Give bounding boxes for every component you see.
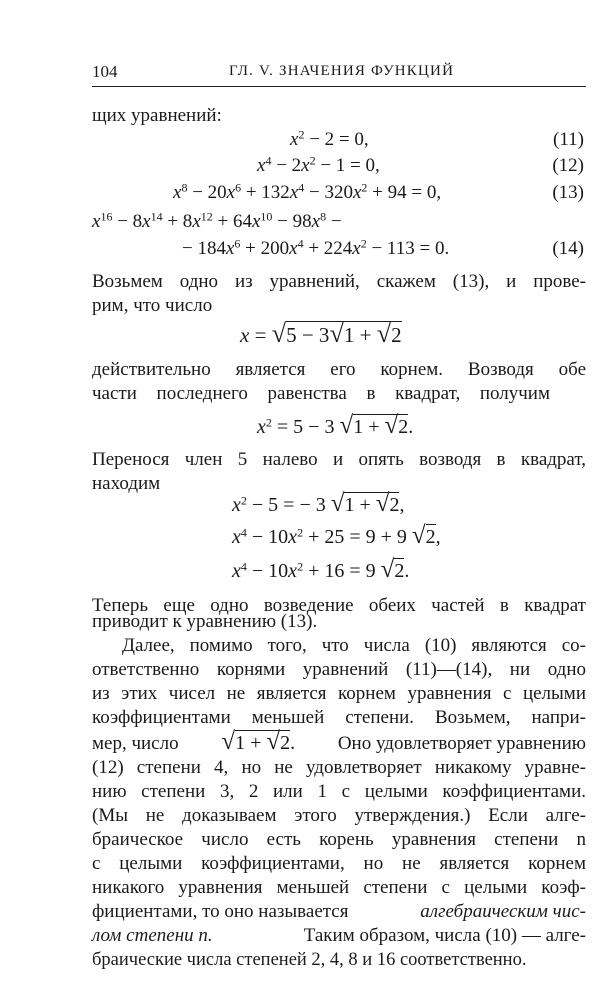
equation-14-line-2: − $184x^6 + 200x^4 + 224x^2 - 113 = 0$.: [182, 236, 450, 259]
equation-number-11: (11): [553, 129, 584, 150]
formula-x: x = √5 − 3√1 + √2: [240, 319, 402, 348]
para5-line3: из этих чисел не является корнем уравнения с целыми: [92, 683, 586, 704]
equation-14-line-1: $x^{16} - 8x^{14} + 8x^{12} + 64x^{10} - 98x^8$ −: [92, 209, 342, 232]
para5-line13: [92, 924, 586, 948]
para2-line2: части последнего равенства в квадрат, получим: [92, 383, 550, 404]
derivation-line-3: $x^4 - 10x^2 + 16 = 9$ √2.: [232, 556, 410, 583]
para5-line12: [92, 900, 586, 924]
intro-line: щих уравнений:: [92, 105, 222, 126]
equation-11: $x^2 - 2 = 0$,: [290, 127, 369, 150]
para5-line12-start: фициентами, то оно называется: [92, 901, 349, 922]
equation-number-14: (14): [552, 238, 584, 259]
running-header: [92, 62, 586, 86]
para5-line9: браическое число есть корень уравнения степени n: [92, 829, 586, 850]
chapter-title: ГЛ. V. ЗНАЧЕНИЯ ФУНКЦИЙ: [229, 63, 455, 79]
para5-line5-end: Оно удовлетворяет уравнению: [337, 733, 586, 754]
para5-line6: (12) степени 4, но не удовлетворяет никакому уравне-: [92, 757, 586, 778]
equation-13: $x^8 - 20x^6 + 132x^4 - 320x^2 + 94 = 0$,: [173, 180, 442, 203]
derivation-line-2: $x^4 - 10x^2 + 25 = 9 + 9$ √2,: [232, 522, 441, 549]
para3-line1: Перенося член 5 налево и опять возводя в квадрат,: [92, 449, 586, 470]
para5-line5-start: мер, число: [92, 733, 179, 754]
equation-number-13: (13): [552, 182, 584, 203]
para2-line1: действительно является его корнем. Возводя обе: [92, 359, 586, 380]
formula-x-squared: $x^2 = 5 - 3$ √1 + √2.: [257, 412, 414, 439]
root-expression: √1 + √2.: [221, 728, 296, 755]
para4-line1: Теперь еще одно возведение обеих частей в квадрат: [92, 595, 586, 616]
equation-number-12: (12): [552, 155, 584, 176]
para3-line2: находим: [92, 473, 161, 494]
para5-line2: ответственно корнями уравнений (11)—(14), ни одно: [92, 659, 586, 680]
header-rule: [92, 86, 586, 87]
para5-line7: нию степени 3, 2 или 1 с целыми коэффициентами.: [92, 781, 586, 802]
derivation-line-1: $x^2 - 5$ = − 3 √1 + √2,: [232, 490, 405, 517]
para5-line13-end: Таким образом, числа (10) — алге-: [303, 925, 586, 946]
para5-line10: с целыми коэффициентами, но не является корнем: [92, 853, 586, 874]
para5-line4: коэффициентами меньшей степени. Возьмем, напри-: [92, 707, 586, 728]
para1-line1: Возьмем одно из уравнений, скажем (13), и прове-: [92, 271, 586, 292]
term-degree-n: лом степени n.: [92, 925, 213, 946]
page-number: 104: [92, 62, 118, 81]
para5-line5: [92, 730, 586, 756]
para5-line1: Далее, помимо того, что числа (10) являются со-: [122, 635, 586, 656]
term-algebraic-number: алгебраическим чис-: [420, 901, 586, 922]
para5-line8: (Мы не доказываем этого утверждения.) Если алге-: [92, 805, 586, 826]
equation-12: $x^4 - 2x^2 - 1 = 0$,: [257, 153, 380, 176]
para5-line14: браические числа степеней 2, 4, 8 и 16 соответственно.: [92, 950, 527, 970]
para4-line2: приводит к уравнению (13).: [92, 611, 318, 632]
para5-line11: никакого уравнения меньшей степени с целыми коэф-: [92, 877, 586, 898]
para1-line2: рим, что число: [92, 295, 213, 316]
